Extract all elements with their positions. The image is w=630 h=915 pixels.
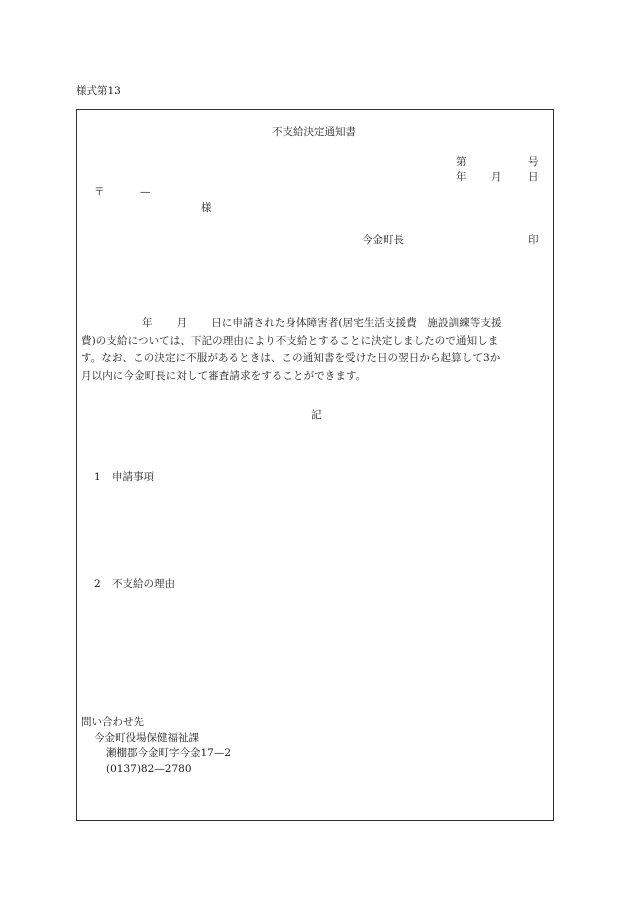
form-number: 様式第13: [76, 85, 121, 97]
item-label: 不支給の理由: [112, 578, 175, 590]
body-line-3: す。なお、この決定に不服があるときは、この通知書を受けた日の翌日から起算して3か: [81, 352, 501, 364]
body-year: 年: [142, 317, 153, 329]
recipient-honorific: 様: [201, 202, 212, 214]
seal-mark: 印: [528, 234, 539, 246]
document-title: 不支給決定通知書: [272, 126, 356, 138]
date-year: 年: [456, 171, 467, 183]
item-number: 1: [94, 471, 101, 483]
date-month: 月: [491, 171, 502, 183]
contact-heading: 問い合わせ先: [81, 716, 144, 728]
notice-body: [81, 315, 553, 385]
ki-heading: 記: [311, 409, 322, 421]
postal-mark: 〒: [94, 186, 105, 198]
number-prefix: 第: [456, 156, 467, 168]
body-line-1: [81, 315, 553, 333]
item-label: 申請事項: [112, 471, 154, 483]
date-day: 日: [528, 171, 539, 183]
postal-dash: —: [140, 186, 151, 198]
item-number: 2: [94, 578, 101, 590]
body-month: 月: [176, 317, 188, 329]
body-line-1-text: 日に申請された身体障害者(居宅生活支援費 施設訓練等支援: [211, 317, 502, 329]
contact-phone: (0137)82—2780: [106, 763, 192, 775]
body-line-2: 費)の支給については、下記の理由により不支給とすることに決定しましたので通知しま: [81, 334, 499, 347]
sender-title: 今金町長: [362, 234, 404, 246]
body-line-4: 月以内に今金町長に対して審査請求をすることができます。: [81, 369, 367, 382]
contact-address: 瀬棚郡今金町字今金17—2: [106, 747, 232, 759]
notice-frame: [76, 109, 554, 821]
contact-department: 今金町役場保健福祉課: [94, 732, 199, 744]
number-suffix: 号: [528, 156, 539, 168]
